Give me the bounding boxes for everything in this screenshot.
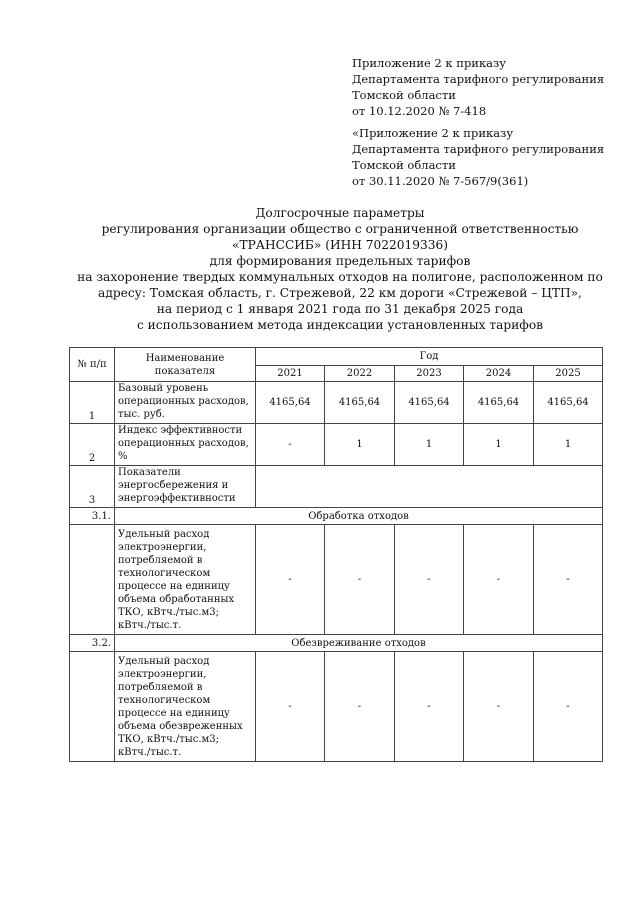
year-cell: 2024 [464, 366, 534, 382]
table-row [70, 424, 603, 466]
row-number [70, 525, 115, 635]
appendix-old-line: «Приложение 2 к приказу [352, 126, 514, 140]
parameters-table [69, 347, 603, 762]
row-number: 3 [70, 466, 115, 508]
section-title: Обезвреживание отходов [115, 635, 603, 652]
row-number: 1 [70, 382, 115, 424]
year-cell: 2025 [534, 366, 603, 382]
row-name: Индекс эффективности операционных расходов, % [115, 424, 256, 466]
value-cell: 1 [534, 424, 603, 466]
appendix-new-line: Томской области [352, 88, 456, 102]
appendix-new-line: Департамента тарифного регулирования [352, 72, 605, 86]
value-cell: 4165,64 [325, 382, 395, 424]
table-row [70, 525, 603, 635]
year-cell: 2023 [395, 366, 464, 382]
value-cell: 1 [464, 424, 534, 466]
value-cell: 1 [395, 424, 464, 466]
value-cell: - [464, 525, 534, 635]
row-name: Базовый уровень операционных расходов, тыс. руб. [115, 382, 256, 424]
value-cell: 4165,64 [256, 382, 325, 424]
appendix-old-line: от 30.11.2020 № 7-567/9(361) [352, 174, 529, 188]
heading-line: для формирования предельных тарифов [209, 254, 471, 268]
value-cell: - [464, 652, 534, 762]
header-num: № п/п [70, 348, 115, 382]
section-number: 3.1. [70, 508, 115, 525]
section-row [70, 635, 603, 652]
appendix-old [352, 125, 604, 189]
document-heading [40, 205, 640, 333]
value-cell: 4165,64 [395, 382, 464, 424]
value-cell: - [325, 525, 395, 635]
header-name: Наименование показателя [115, 348, 256, 382]
value-cell: - [325, 652, 395, 762]
row-number: 2 [70, 424, 115, 466]
value-cell: - [395, 525, 464, 635]
table-row [70, 466, 603, 508]
table-row [70, 382, 603, 424]
heading-line: «ТРАНССИБ» (ИНН 7022019336) [231, 238, 449, 252]
appendix-new-line: от 10.12.2020 № 7-418 [352, 104, 487, 118]
heading-line: на захоронение твердых коммунальных отходов на полигоне, расположенном по [77, 270, 603, 284]
heading-line: на период с 1 января 2021 года по 31 декабря 2025 года [156, 302, 524, 316]
section-row [70, 508, 603, 525]
heading-line: Долгосрочные параметры [255, 206, 425, 220]
row-name: Удельный расход электроэнергии, потребляемой в технологическом процессе на единицу объема обработанных ТКО, кВтч./тыс.м3; кВтч./тыс.т. [115, 525, 256, 635]
appendix-old-line: Томской области [352, 158, 456, 172]
heading-line: адресу: Томская область, г. Стрежевой, 22 км дороги «Стрежевой – ЦТП», [98, 286, 582, 300]
section-number: 3.2. [70, 635, 115, 652]
header-row [70, 348, 603, 366]
row-name: Удельный расход электроэнергии, потребляемой в технологическом процессе на единицу объема обезвреженных ТКО, кВтч./тыс.м3; кВтч./тыс.т. [115, 652, 256, 762]
heading-line: с использованием метода индексации установленных тарифов [136, 318, 544, 332]
row-name: Показатели энергосбережения и энергоэффективности [115, 466, 256, 508]
row-number [70, 652, 115, 762]
appendix-new-line: Приложение 2 к приказу [352, 56, 507, 70]
value-cell: - [395, 652, 464, 762]
value-cell: 4165,64 [464, 382, 534, 424]
value-cell: 1 [325, 424, 395, 466]
value-cell: - [256, 525, 325, 635]
appendix-new [352, 55, 604, 119]
value-cell: - [534, 652, 603, 762]
value-cell: - [534, 525, 603, 635]
table-row [70, 652, 603, 762]
year-cell: 2021 [256, 366, 325, 382]
header-year: Год [256, 348, 603, 366]
section-title: Обработка отходов [115, 508, 603, 525]
empty-cell [256, 466, 603, 508]
value-cell: 4165,64 [534, 382, 603, 424]
year-cell: 2022 [325, 366, 395, 382]
value-cell: - [256, 424, 325, 466]
value-cell: - [256, 652, 325, 762]
heading-line: регулирования организации общество с ограниченной ответственностью [101, 222, 579, 236]
appendix-old-line: Департамента тарифного регулирования [352, 142, 605, 156]
